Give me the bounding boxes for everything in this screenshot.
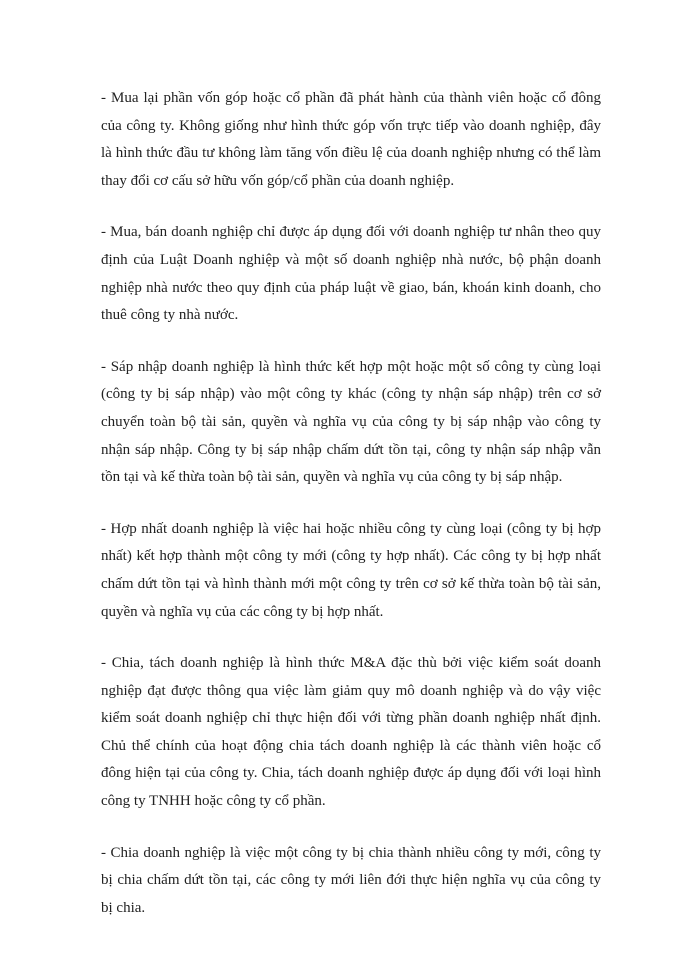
text-line: thuê công ty nhà nước.: [101, 307, 239, 324]
text-line: chuyển toàn bộ tài sản, quyền và nghĩa vụ của công ty bị sáp nhập vào công ty: [101, 413, 601, 430]
text-line: nghiệp nhà nước theo quy định của pháp luật về giao, bán, khoán kinh doanh, cho: [101, 279, 601, 296]
text-line: là hình thức đầu tư không làm tăng vốn điều lệ của doanh nghiệp nhưng có thể làm: [101, 145, 601, 162]
paragraph-chia-doanh-nghiep: [101, 840, 601, 923]
paragraph-chia-tach: [101, 650, 601, 816]
text-line: Chủ thể chính của hoạt động chia tách doanh nghiệp là các thành viên hoặc cổ: [101, 737, 601, 754]
text-line: kiểm soát doanh nghiệp chỉ thực hiện đối với từng phần doanh nghiệp nhất định.: [101, 710, 601, 727]
text-line: - Mua, bán doanh nghiệp chỉ được áp dụng đối với doanh nghiệp tư nhân theo quy: [101, 224, 601, 241]
paragraph-mua-ban-doanh-nghiep: [101, 219, 601, 329]
text-line: quyền và nghĩa vụ của các công ty bị hợp nhất.: [101, 603, 384, 620]
text-line: nghiệp đạt được thông qua việc làm giảm quy mô doanh nghiệp và do vậy việc: [101, 682, 601, 699]
text-line: - Chia, tách doanh nghiệp là hình thức M&A đặc thù bởi việc kiểm soát doanh: [101, 655, 601, 672]
text-line: (công ty bị sáp nhập) vào một công ty khác (công ty nhận sáp nhập) trên cơ sở: [101, 386, 601, 403]
paragraph-sap-nhap: [101, 354, 601, 492]
text-line: bị chia.: [101, 899, 146, 916]
text-line: chấm dứt tồn tại và hình thành mới một công ty trên cơ sở kế thừa toàn bộ tài sản,: [101, 575, 601, 592]
text-line: - Chia doanh nghiệp là việc một công ty bị chia thành nhiều công ty mới, công ty: [101, 844, 601, 861]
text-line: nhận sáp nhập. Công ty bị sáp nhập chấm dứt tồn tại, công ty nhận sáp nhập vẫn: [101, 441, 601, 458]
document-body: [101, 85, 601, 946]
text-line: của công ty. Không giống như hình thức góp vốn trực tiếp vào doanh nghiệp, đây: [101, 117, 601, 134]
text-line: - Mua lại phần vốn góp hoặc cổ phần đã phát hành của thành viên hoặc cổ đông: [101, 90, 601, 106]
text-line: bị chia chấm dứt tồn tại, các công ty mới liên đới thực hiện nghĩa vụ của công ty: [101, 872, 601, 889]
paragraph-mua-lai-von-gop: [101, 85, 601, 195]
text-line: tồn tại và kế thừa toàn bộ tài sản, quyền và nghĩa vụ của công ty bị sáp nhập.: [101, 469, 563, 486]
text-line: định của Luật Doanh nghiệp và một số doanh nghiệp nhà nước, bộ phận doanh: [101, 251, 601, 268]
text-line: công ty TNHH hoặc công ty cổ phần.: [101, 793, 326, 810]
text-line: - Hợp nhất doanh nghiệp là việc hai hoặc nhiều công ty cùng loại (công ty bị hợp: [101, 520, 601, 537]
text-line: đông hiện tại của công ty. Chia, tách doanh nghiệp được áp dụng đối với loại hình: [101, 765, 601, 782]
text-line: - Sáp nhập doanh nghiệp là hình thức kết hợp một hoặc một số công ty cùng loại: [101, 358, 601, 375]
text-line: nhất) kết hợp thành một công ty mới (công ty hợp nhất). Các công ty bị hợp nhất: [101, 548, 601, 565]
paragraph-hop-nhat: [101, 516, 601, 626]
text-line: thay đổi cơ cấu sở hữu vốn góp/cổ phần của doanh nghiệp.: [101, 172, 455, 189]
